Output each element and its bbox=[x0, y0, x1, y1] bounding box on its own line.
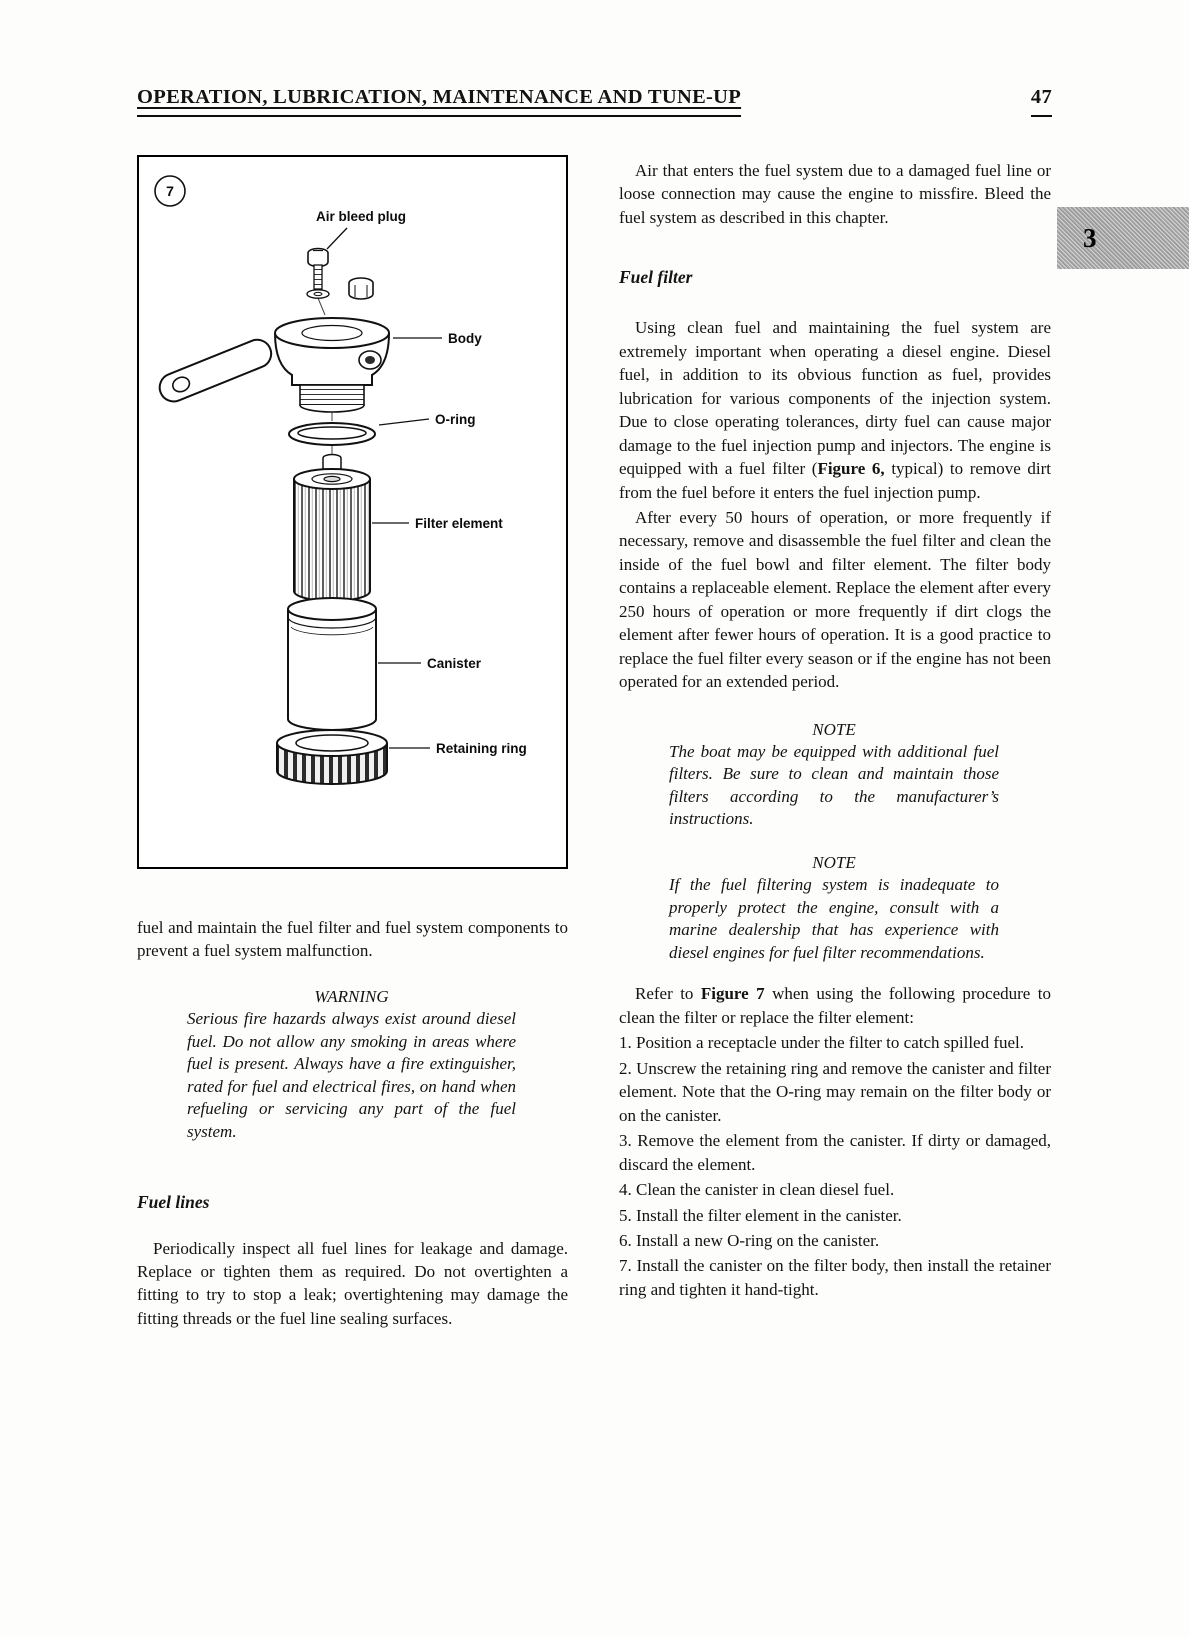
procedure-step-6: 6. Install a new O-ring on the canister. bbox=[619, 1231, 880, 1251]
procedure-step-5: 5. Install the filter element in the canister. bbox=[619, 1205, 902, 1225]
fuel-filter-heading: Fuel filter bbox=[619, 267, 693, 288]
figure-7-box bbox=[137, 155, 568, 869]
figure-number: 7 bbox=[166, 183, 174, 199]
left-column bbox=[137, 155, 568, 1330]
warning-block bbox=[187, 987, 516, 1144]
retaining-ring-part bbox=[277, 730, 387, 784]
label-body: Body bbox=[448, 331, 482, 346]
procedure-step-4: 4. Clean the canister in clean diesel fuel. bbox=[619, 1180, 895, 1200]
procedure-step-1: 1. Position a receptacle under the filter to catch spilled fuel. bbox=[619, 1033, 1025, 1053]
chapter-tab-number: 3 bbox=[1083, 222, 1097, 253]
procedure-intro-text-2: when using the following procedure to clean the filter or replace the filter element: bbox=[619, 984, 1051, 1027]
label-o-ring: O-ring bbox=[435, 412, 476, 427]
label-retaining-ring: Retaining ring bbox=[436, 741, 527, 756]
procedure-step-2: 2. Unscrew the retaining ring and remove the canister and filter element. Note that the O-ring may remain on the filter body or on the canister. bbox=[619, 1058, 1051, 1125]
procedure-intro-text: Refer to bbox=[635, 984, 701, 1004]
filter-element-part bbox=[294, 469, 370, 601]
figure-7-reference: Figure 7 bbox=[700, 984, 765, 1004]
hex-fitting-part bbox=[349, 278, 373, 299]
intro-paragraph: Air that enters the fuel system due to a damaged fuel line or loose connection may cause the engine to missfire. Bleed the fuel system as described in this chapter. bbox=[619, 161, 1051, 227]
maintenance-paragraph: After every 50 hours of operation, or more frequently if necessary, remove and disassemble the fuel filter and clean the inside of the fuel bowl and filter element. The filter body contains a replaceable element. Replace the element after every 250 hours of operation or more frequently if dirt clogs the element after fewer hours of operation. It is a good practice to replace the fuel filter every season or if the engine has not been operated for an extended period. bbox=[619, 507, 1051, 692]
warning-body: Serious fire hazards always exist around diesel fuel. Do not allow any smoking in areas where fuel is present. Always have a fire extinguisher, rated for fuel and electrical fires, on hand when refueling or servicing any part of the fuel system. bbox=[187, 1008, 516, 1141]
note-block-2 bbox=[669, 853, 999, 964]
procedure-intro-paragraph bbox=[619, 982, 1051, 1029]
mounting-bracket-part bbox=[155, 336, 275, 406]
chapter-tab bbox=[1057, 207, 1189, 269]
fuel-filter-exploded-diagram bbox=[139, 157, 564, 865]
fuel-filter-paragraph bbox=[619, 316, 1051, 504]
procedure-step-3: 3. Remove the element from the canister. If dirty or damaged, discard the element. bbox=[619, 1131, 1051, 1174]
page-number: 47 bbox=[1031, 86, 1052, 117]
label-filter-element: Filter element bbox=[415, 516, 503, 531]
page-header bbox=[137, 86, 1052, 117]
figure-6-reference: Figure 6, bbox=[817, 459, 885, 479]
procedure-step-7: 7. Install the canister on the filter body, then install the retainer ring and tighten it hand-tight. bbox=[619, 1256, 1051, 1299]
right-column bbox=[619, 159, 1051, 1301]
figure-number-badge bbox=[155, 176, 185, 206]
canister-part bbox=[288, 598, 376, 730]
fuel-lines-heading: Fuel lines bbox=[137, 1191, 210, 1212]
label-air-bleed-plug: Air bleed plug bbox=[315, 209, 407, 224]
note-1-body: The boat may be equipped with additional fuel filters. Be sure to clean and maintain those filters according to the manufacturer’s instructions. bbox=[669, 741, 999, 829]
o-ring-part bbox=[289, 423, 375, 445]
note-1-title: NOTE bbox=[812, 719, 856, 739]
label-canister: Canister bbox=[427, 656, 482, 671]
note-2-title: NOTE bbox=[812, 853, 856, 873]
page-title: OPERATION, LUBRICATION, MAINTENANCE AND TUNE-UP bbox=[137, 86, 741, 117]
filter-body-part bbox=[275, 318, 389, 412]
warning-title: WARNING bbox=[314, 986, 389, 1006]
air-bleed-plug-part bbox=[307, 249, 329, 299]
note-2-body: If the fuel filtering system is inadequate to properly protect the engine, consult with a marine dealership that has experience with diesel engines for fuel filter recommendations. bbox=[669, 875, 999, 962]
fuel-filter-paragraph-text: Using clean fuel and maintaining the fuel system are extremely important when operating a diesel engine. Diesel fuel, in addition to its obvious function as fuel, provides lubrication for various components of the injection system. Due to close operating tolerances, dirty fuel can cause major damage to the fuel injection pump and injectors. The engine is equipped with a fuel filter ( bbox=[619, 318, 1051, 479]
continuation-paragraph: fuel and maintain the fuel filter and fuel system components to prevent a fuel system malfunction. bbox=[137, 918, 568, 961]
fuel-filter-paragraph-text-2: typical) to remove dirt from the fuel before it enters the fuel injection pump. bbox=[619, 459, 1051, 502]
fuel-lines-paragraph: Periodically inspect all fuel lines for leakage and damage. Replace or tighten them as required. Do not overtighten a fitting to try to stop a leak; overtightening may damage the fitting threads or the fuel line sealing surfaces. bbox=[137, 1238, 568, 1328]
note-block-1 bbox=[669, 720, 999, 831]
